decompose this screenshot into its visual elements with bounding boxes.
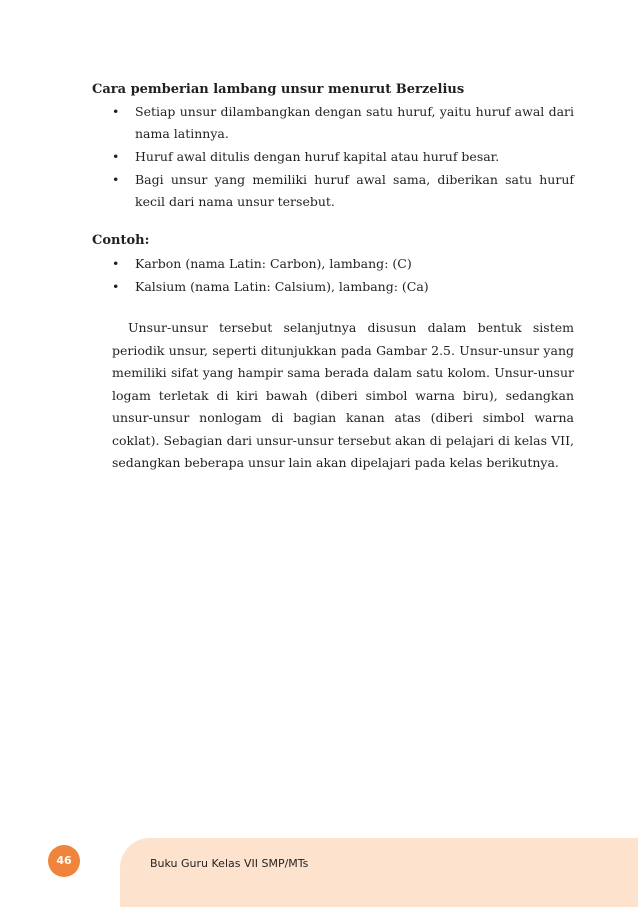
section-heading-berzelius: Cara pemberian lambang unsur menurut Berzelius xyxy=(92,82,465,97)
body-paragraph: Unsur-unsur tersebut selanjutnya disusun dalam bentuk sistem periodik unsur, seperti ditunjukkan pada Gambar 2.5. Unsur-unsur yang memiliki sifat yang hampir sama berada dalam satu kolom. Unsur-unsur logam terletak di kiri bawah (diberi simbol warna biru), sedangkan unsur-unsur nonlogam di bagian kanan atas (diberi simbol warna coklat). Sebagian dari unsur-unsur tersebut akan di pelajari di kelas VII, sedangkan beberapa unsur lain akan dipelajari pada kelas berikutnya. xyxy=(112,320,574,470)
page-number-badge: 46 xyxy=(48,845,80,877)
berzelius-rules-list xyxy=(0,101,638,214)
list-item-text: Karbon (nama Latin: Carbon), lambang: (C) xyxy=(135,256,412,271)
list-item-text: Huruf awal ditulis dengan huruf kapital atau huruf besar. xyxy=(135,149,500,164)
bullet-icon: • xyxy=(112,104,120,119)
bullet-icon: • xyxy=(112,256,120,271)
list-item xyxy=(0,276,638,298)
footer-book-title: Buku Guru Kelas VII SMP/MTs xyxy=(150,857,309,870)
bullet-icon: • xyxy=(112,149,120,164)
list-item xyxy=(0,101,638,145)
bullet-icon: • xyxy=(112,172,120,187)
bullet-icon: • xyxy=(112,279,120,294)
list-item-text: Kalsium (nama Latin: Calsium), lambang: (Ca) xyxy=(135,279,429,294)
list-item xyxy=(0,146,638,168)
footer-band xyxy=(120,838,638,907)
section-heading-contoh: Contoh: xyxy=(92,233,150,248)
list-item-text: Bagi unsur yang memiliki huruf awal sama, diberikan satu huruf kecil dari nama unsur tersebut. xyxy=(135,172,574,209)
list-item xyxy=(0,169,638,213)
examples-list xyxy=(0,253,638,299)
list-item-text: Setiap unsur dilambangkan dengan satu huruf, yaitu huruf awal dari nama latinnya. xyxy=(135,104,574,141)
list-item xyxy=(0,253,638,275)
